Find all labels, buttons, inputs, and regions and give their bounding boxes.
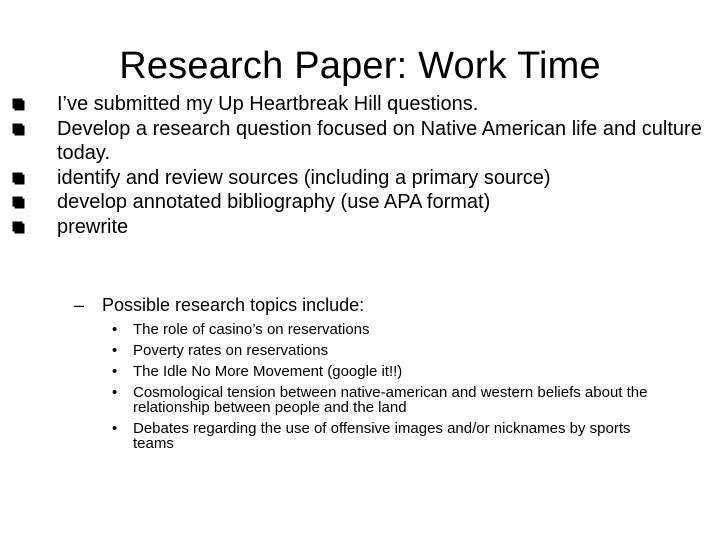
task-item-text: develop annotated bibliography (use APA format) [57,191,491,213]
checkbox-bullet-icon [12,123,25,136]
task-item-text: Develop a research question focused on Native American life and culture today. [57,117,702,164]
checkbox-bullet-icon [12,221,25,234]
topic-item-text: Cosmological tension between native-american and western beliefs about the relationship between people and the land [133,384,648,416]
topic-item-text: The role of casino’s on reservations [133,321,370,338]
task-item-text: identify and review sources (including a primary source) [57,166,551,189]
research-topics-section [74,292,674,457]
checkbox-bullet-icon [12,98,25,111]
task-item [12,190,702,215]
topic-item [112,322,672,337]
task-list [12,92,702,239]
checkbox-bullet-icon [12,196,25,209]
topic-item [112,421,672,451]
dot-bullet: • [112,321,118,338]
task-item [12,117,702,166]
topics-heading-text: Possible research topics include: [102,295,365,315]
topics-heading [74,292,674,318]
task-item [12,166,702,191]
dot-bullet: • [112,384,118,401]
slide-title: Research Paper: Work Time [119,45,601,87]
topic-item [112,385,672,415]
dash-bullet: – [74,295,85,315]
topic-item-text: Poverty rates on reservations [133,342,329,359]
dot-bullet: • [112,342,118,359]
topic-item-text: Debates regarding the use of offensive images and/or nicknames by sports teams [133,420,631,452]
task-item [12,92,702,117]
topic-item [112,343,672,358]
topic-item-text: The Idle No More Movement (google it!!) [133,363,403,380]
task-item-text: I’ve submitted my Up Heartbreak Hill questions. [57,93,479,115]
task-item-text: prewrite [57,215,129,238]
topic-item [112,364,672,379]
dot-bullet: • [112,363,118,380]
topic-list [112,322,672,451]
dot-bullet: • [112,420,118,437]
checkbox-bullet-icon [12,172,25,185]
task-item [12,215,702,240]
